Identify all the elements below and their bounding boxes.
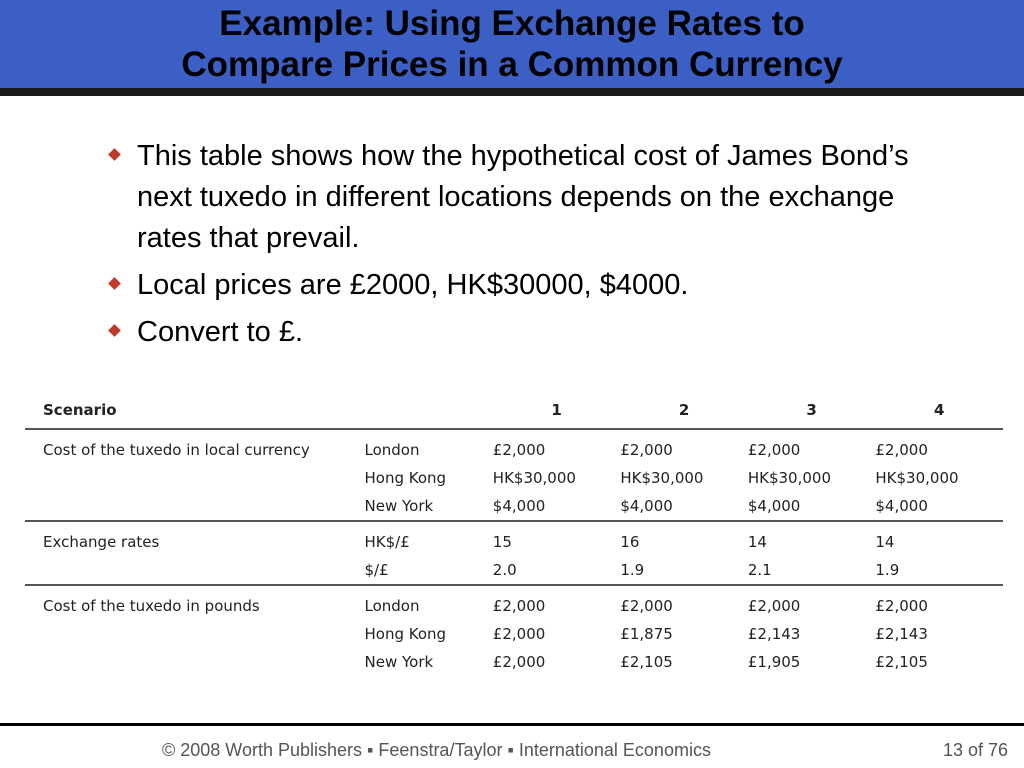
table-cell: £2,000 bbox=[492, 441, 546, 459]
row-label: Hong Kong bbox=[364, 625, 447, 643]
bullet-item bbox=[106, 136, 966, 259]
row-group-label bbox=[25, 492, 365, 521]
table-cell: £2,000 bbox=[875, 441, 928, 459]
row-label: HK$/£ bbox=[365, 521, 493, 556]
bullet-text: Local prices are £2000, HK$30000, $4000. bbox=[137, 269, 689, 301]
row-group-label bbox=[25, 556, 365, 585]
table-cell: 1.9 bbox=[875, 561, 900, 579]
bullet-item bbox=[106, 312, 966, 353]
table-row bbox=[25, 648, 1003, 676]
diamond-bullet-icon bbox=[108, 324, 121, 337]
table-row bbox=[25, 585, 1003, 620]
table-cell: HK$30,000 bbox=[747, 469, 832, 487]
bullet-text: Convert to £. bbox=[137, 316, 304, 348]
bullet-text: This table shows how the hypothetical cost of James Bond’s next tuxedo in different locations depends on the exchange rates that prevail. bbox=[137, 140, 909, 254]
footer-divider bbox=[0, 723, 1024, 726]
table-cell: HK$30,000 bbox=[875, 469, 959, 487]
row-group-label: Exchange rates bbox=[25, 521, 365, 556]
table-cell: 15 bbox=[493, 521, 621, 556]
slide-title-line-1: Example: Using Exchange Rates to bbox=[219, 4, 805, 43]
table-row bbox=[25, 521, 1003, 556]
table-body bbox=[25, 429, 1003, 676]
row-label: $/£ bbox=[364, 561, 389, 579]
table-cell: £1,905 bbox=[747, 653, 801, 671]
table-header-col: 3 bbox=[806, 401, 817, 419]
table-cell: 14 bbox=[875, 521, 1003, 556]
table-cell: $4,000 bbox=[492, 497, 546, 515]
bullet-item bbox=[106, 265, 966, 306]
table-row bbox=[25, 429, 1003, 464]
table-cell: $4,000 bbox=[620, 497, 673, 515]
table-row bbox=[25, 464, 1003, 492]
table-cell: 16 bbox=[620, 521, 748, 556]
table-cell: £2,143 bbox=[875, 625, 928, 643]
table-cell: 2.1 bbox=[747, 561, 772, 579]
diamond-bullet-icon bbox=[108, 148, 121, 161]
bullet-list bbox=[106, 136, 966, 359]
table-row bbox=[25, 620, 1003, 648]
table-cell: £2,000 bbox=[493, 585, 621, 620]
table-cell: HK$30,000 bbox=[620, 469, 704, 487]
page-number: 13 of 76 bbox=[942, 740, 1008, 760]
row-label: Hong Kong bbox=[364, 469, 447, 487]
row-group-label: Cost of the tuxedo in pounds bbox=[25, 585, 365, 620]
table-header-row bbox=[25, 395, 1003, 429]
table-cell: £1,875 bbox=[620, 625, 673, 643]
row-group-label: Cost of the tuxedo in local currency bbox=[43, 441, 310, 459]
row-group-label bbox=[25, 648, 365, 676]
table-header-col: 4 bbox=[933, 401, 945, 419]
table-header-scenario: Scenario bbox=[43, 401, 117, 419]
table-cell: 14 bbox=[748, 521, 876, 556]
table-cell: $4,000 bbox=[875, 497, 928, 515]
scenario-table bbox=[25, 395, 1003, 676]
table-row bbox=[25, 492, 1003, 521]
row-label: London bbox=[364, 441, 420, 459]
table-cell: £2,000 bbox=[492, 653, 546, 671]
slide-title-line-2: Compare Prices in a Common Currency bbox=[181, 45, 843, 84]
table-cell: $4,000 bbox=[747, 497, 801, 515]
title-bar bbox=[0, 0, 1024, 96]
row-label: New York bbox=[364, 653, 434, 671]
diamond-bullet-icon bbox=[108, 277, 121, 290]
table-row bbox=[25, 556, 1003, 585]
row-label: London bbox=[365, 585, 493, 620]
table-cell: £2,000 bbox=[875, 585, 1003, 620]
table-cell: £2,000 bbox=[747, 441, 801, 459]
table-cell: £2,105 bbox=[620, 653, 673, 671]
row-group-label bbox=[25, 620, 365, 648]
table-cell: £2,000 bbox=[492, 625, 546, 643]
table-cell: £2,000 bbox=[620, 441, 673, 459]
table-cell: £2,105 bbox=[875, 653, 928, 671]
table-header-col: 2 bbox=[678, 401, 690, 419]
row-label: New York bbox=[364, 497, 434, 515]
table-cell: £2,143 bbox=[747, 625, 801, 643]
table-cell: 1.9 bbox=[620, 561, 645, 579]
table-cell: £2,000 bbox=[620, 585, 748, 620]
table-header-col: 1 bbox=[551, 401, 562, 419]
table-cell: 2.0 bbox=[492, 561, 517, 579]
table-cell: HK$30,000 bbox=[492, 469, 576, 487]
table-cell: £2,000 bbox=[748, 585, 876, 620]
footer-text: © 2008 Worth Publishers ▪ Feenstra/Taylor ▪ International Economics bbox=[162, 740, 711, 760]
row-group-label bbox=[25, 464, 365, 492]
